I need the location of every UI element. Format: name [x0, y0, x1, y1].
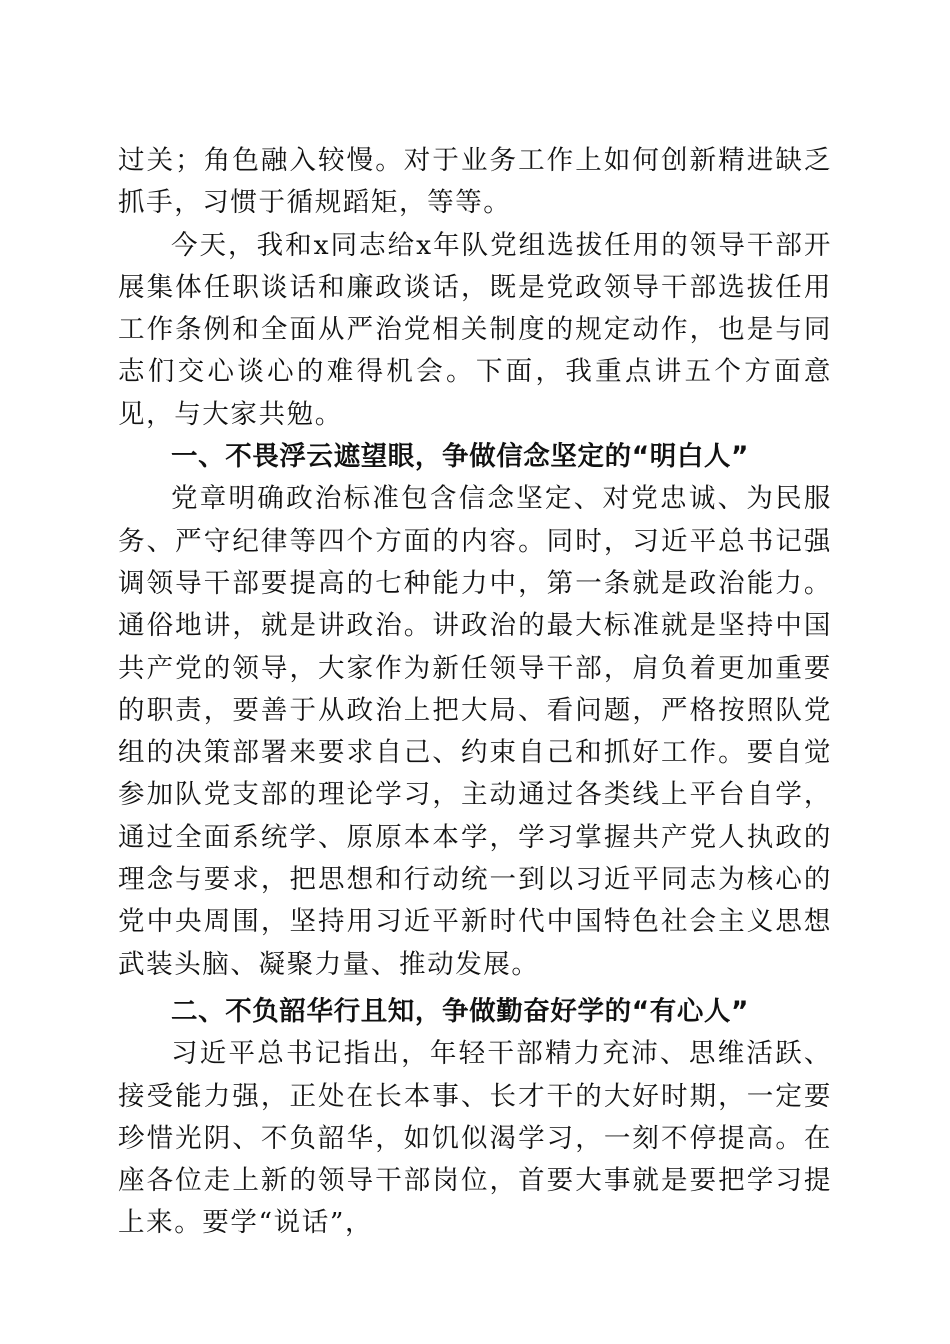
paragraph-intro: 今天，我和x同志给x年队党组选拔任用的领导干部开展集体任职谈话和廉政谈话，既是党政领导干部选拔任用工作条例和全面从严治党相关制度的规定动作，也是与同志们交心谈心的难得机会。下面，我重点讲五个方面意见，与大家共勉。	[118, 229, 832, 430]
section-heading-2: 二、不负韶华行且知，争做勤奋好学的“有心人”	[171, 995, 750, 1027]
paragraph-section-2: 习近平总书记指出，年轻干部精力充沛、思维活跃、接受能力强，正处在长本事、长才干的大好时期，一定要珍惜光阴、不负韶华，如饥似渴学习，一刻不停提高。在座各位走上新的领导干部岗位，首要大事就是要把学习提上来。要学“说话”，	[118, 1038, 832, 1239]
section-heading-1: 一、不畏浮云遮望眼，争做信念坚定的“明白人”	[171, 441, 750, 473]
paragraph-section-1: 党章明确政治标准包含信念坚定、对党忠诚、为民服务、严守纪律等四个方面的内容。同时，习近平总书记强调领导干部要提高的七种能力中，第一条就是政治能力。通俗地讲，就是讲政治。讲政治的最大标准就是坚持中国共产党的领导，大家作为新任领导干部，肩负着更加重要的职责，要善于从政治上把大局、看问题，严格按照队党组的决策部署来要求自己、约束自己和抓好工作。要自觉参加队党支部的理论学习，主动通过各类线上平台自学，通过全面系统学、原原本本学，学习掌握共产党人执政的理念与要求，把思想和行动统一到以习近平同志为核心的党中央周围，坚持用习近平新时代中国特色社会主义思想武装头脑、凝聚力量、推动发展。	[118, 483, 832, 980]
paragraph-continuation: 过关；角色融入较慢。对于业务工作上如何创新精进缺乏抓手，习惯于循规蹈矩，等等。	[118, 145, 832, 219]
document-body	[118, 140, 832, 1245]
